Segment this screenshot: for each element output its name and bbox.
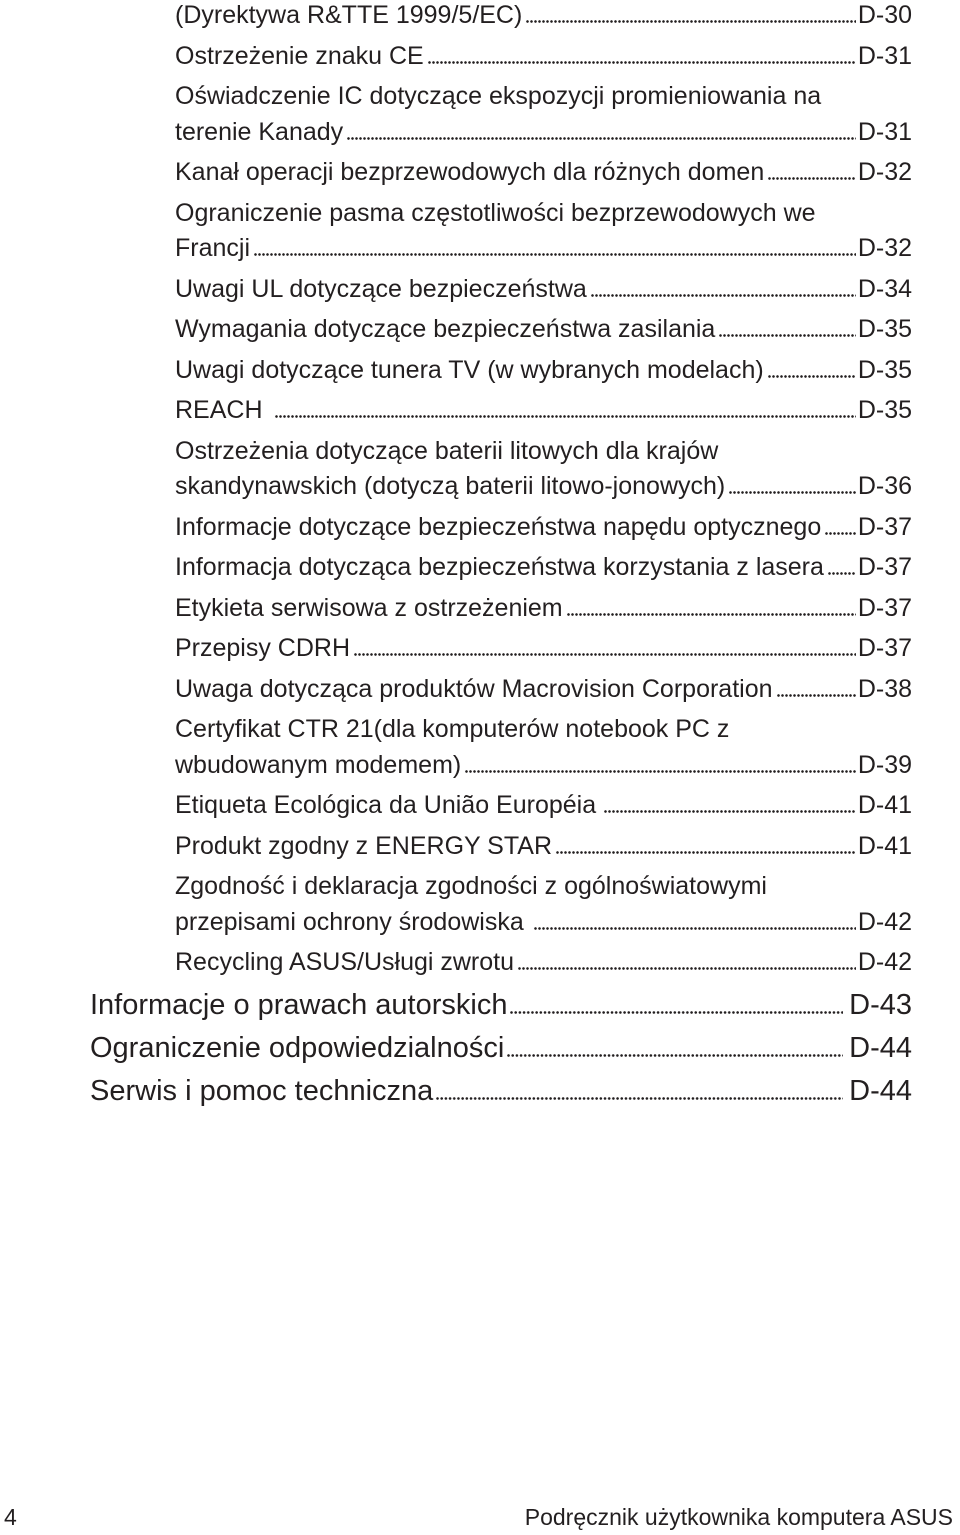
toc-section-entry [90, 1072, 912, 1110]
toc-entry-page: D-42 [857, 948, 912, 976]
toc-entry-page: D-41 [857, 791, 912, 819]
toc-entry-title: Certyfikat CTR 21(dla komputerów notebook PC z [175, 715, 730, 743]
toc-entry-title: Ograniczenie pasma częstotliwości bezprzewodowych we [175, 198, 816, 227]
toc-entry-title-line: skandynawskich (dotyczą baterii litowo-jonowych) [175, 472, 726, 500]
dot-leader [254, 253, 856, 256]
toc-entry-page: D-37 [857, 553, 912, 581]
toc-entry-page: D-37 [857, 634, 912, 662]
toc-entry-title: Oświadczenie IC dotyczące ekspozycji promieniowania na [175, 82, 822, 110]
toc-entry-page: D-35 [857, 396, 912, 424]
toc-section-page: D-44 [849, 1031, 912, 1064]
toc-entry [175, 0, 912, 34]
toc-entry [175, 79, 912, 150]
dot-leader [828, 572, 856, 575]
toc-entry-page: D-32 [857, 158, 912, 186]
toc-entry-title: Ostrzeżenie znaku CE [175, 41, 424, 70]
toc-entry-title: REACH [175, 396, 263, 424]
dot-leader [768, 375, 856, 378]
dot-leader [518, 967, 856, 970]
toc-entry-page: D-37 [857, 593, 912, 622]
toc-entry-title: Recycling ASUS/Usługi zwrotu [175, 948, 515, 976]
dot-leader [591, 294, 856, 297]
dot-leader [768, 177, 856, 180]
toc-entry [175, 155, 912, 191]
toc-entry-title: Produkt zgodny z ENERGY STAR [175, 831, 553, 860]
toc-section-entry [90, 1029, 912, 1067]
toc-entry-title: Zgodność i deklaracja zgodności z ogólnoświatowymi [175, 872, 767, 900]
toc-section-title: Informacje o prawach autorskich [90, 988, 508, 1021]
dot-leader [507, 1054, 843, 1057]
toc-entry-page: D-34 [857, 274, 912, 303]
toc-entry-title-line: przepisami ochrony środowiska [175, 907, 524, 936]
toc-entry-title: (Dyrektywa R&TTE 1999/5/EC) [175, 1, 523, 29]
toc-entry [175, 712, 912, 783]
toc-entry [175, 672, 912, 708]
dot-leader [534, 927, 856, 930]
toc-entry [175, 272, 912, 308]
toc-entry-title: Uwagi UL dotyczące bezpieczeństwa [175, 274, 587, 303]
toc-entry-title-line: terenie Kanady [175, 117, 344, 146]
toc-entry-page: D-42 [857, 907, 912, 936]
toc-entry-title: Przepisy CDRH [175, 634, 351, 662]
toc-entry-title: Informacje dotyczące bezpieczeństwa napędu optycznego [175, 512, 822, 541]
toc-entry [175, 312, 912, 348]
toc-entry-page: D-36 [857, 472, 912, 500]
toc-entry [175, 869, 912, 940]
toc-entry-page: D-32 [857, 234, 912, 262]
page-number: 4 [4, 1504, 17, 1530]
toc-entry [175, 434, 912, 505]
dot-leader [354, 653, 856, 656]
manual-title: Podręcznik użytkownika komputera ASUS [524, 1504, 953, 1530]
toc-entry-page: D-31 [857, 117, 912, 146]
toc-section-title: Ograniczenie odpowiedzialności [90, 1031, 505, 1064]
dot-leader [436, 1097, 843, 1100]
toc-entry [175, 945, 912, 981]
toc-entry-page: D-31 [857, 41, 912, 70]
dot-leader [556, 851, 856, 854]
toc-entry [175, 591, 912, 627]
toc-entry [175, 353, 912, 389]
toc-entry [175, 550, 912, 586]
toc-section-entry [90, 986, 912, 1024]
toc-entry-page: D-30 [857, 1, 912, 29]
dot-leader [526, 20, 855, 23]
toc-entry-page: D-35 [857, 355, 912, 384]
toc-entry [175, 788, 912, 824]
toc-entry-title: Kanał operacji bezprzewodowych dla różnych domen [175, 158, 765, 186]
toc-entry-page: D-39 [857, 750, 912, 779]
toc-entry-title: Wymagania dotyczące bezpieczeństwa zasilania [175, 315, 716, 343]
toc-entry-title: Etiqueta Ecológica da União Européia [175, 791, 597, 819]
dot-leader [604, 810, 856, 813]
toc-entry-title: Informacja dotycząca bezpieczeństwa korzystania z lasera [175, 553, 824, 581]
toc-entry-title: Uwagi dotyczące tunera TV (w wybranych modelach) [175, 355, 764, 384]
dot-leader [825, 532, 856, 535]
toc-entry-page: D-38 [857, 674, 912, 703]
dot-leader [567, 613, 856, 616]
toc-entry-title: Uwaga dotycząca produktów Macrovision Corporation [175, 674, 773, 703]
dot-leader [428, 61, 856, 64]
dot-leader [729, 491, 856, 494]
toc-entry [175, 631, 912, 667]
toc-entry-title-line: wbudowanym modemem) [175, 750, 462, 779]
toc-entry [175, 829, 912, 865]
dot-leader [777, 694, 856, 697]
toc-entry-title: Etykieta serwisowa z ostrzeżeniem [175, 593, 563, 622]
toc-entry-page: D-35 [857, 315, 912, 343]
dot-leader [275, 415, 856, 418]
toc-entry [175, 39, 912, 75]
toc-entry [175, 393, 912, 429]
toc-entry-page: D-37 [857, 512, 912, 541]
dot-leader [465, 770, 856, 773]
toc-entry-title: Ostrzeżenia dotyczące baterii litowych dla krajów [175, 436, 719, 465]
toc-section-title: Serwis i pomoc techniczna [90, 1074, 434, 1107]
dot-leader [510, 1011, 843, 1014]
toc-section-page: D-43 [849, 988, 912, 1021]
toc-entry-page: D-41 [857, 831, 912, 860]
dot-leader [719, 334, 855, 337]
toc-entry-title-line: Francji [175, 234, 251, 262]
toc-entry [175, 510, 912, 546]
toc-entry [175, 196, 912, 267]
toc-section-page: D-44 [849, 1074, 912, 1107]
dot-leader [347, 137, 856, 140]
